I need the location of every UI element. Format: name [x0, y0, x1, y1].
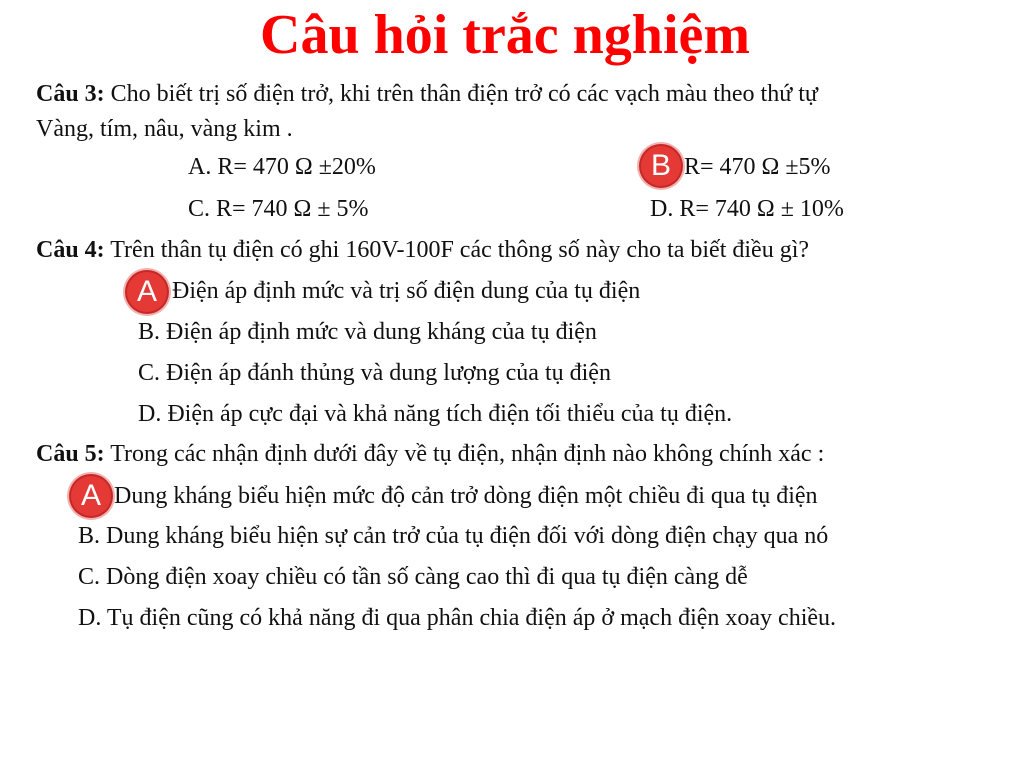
question-3-label: Câu 3: [36, 81, 105, 107]
question-3-option-c[interactable]: C. R= 740 Ω ± 5% [188, 196, 369, 222]
question-5-label: Câu 5: [36, 441, 105, 467]
question-5-option-a[interactable]: Dung kháng biểu hiện mức độ cản trở dòng điện một chiều đi qua tụ điện [114, 483, 818, 509]
question-5-text: Trong các nhận định dưới đây về tụ điện, nhận định nào không chính xác : [104, 441, 825, 467]
question-3-text: Cho biết trị số điện trở, khi trên thân điện trở có các vạch màu theo thứ tự [104, 81, 818, 107]
question-3-option-d[interactable]: D. R= 740 Ω ± 10% [650, 196, 844, 222]
question-4-option-a[interactable]: Điện áp định mức và trị số điện dung của tụ điện [172, 278, 641, 304]
question-3-option-b[interactable]: R= 470 Ω ±5% [684, 154, 831, 180]
question-3-option-a[interactable]: A. R= 470 Ω ±20% [188, 154, 376, 180]
question-4-label: Câu 4: [36, 237, 105, 263]
page-title: Câu hỏi trắc nghiệm [260, 4, 750, 66]
question-5-line [36, 439, 824, 469]
question-4-text: Trên thân tụ điện có ghi 160V-100F các thông số này cho ta biết điều gì? [104, 237, 810, 263]
question-3-line-2: Vàng, tím, nâu, vàng kim . [36, 116, 293, 142]
question-5-answer-badge: A [71, 476, 111, 516]
question-4-line [36, 235, 809, 265]
question-4-answer-badge: A [127, 272, 167, 312]
question-3-line-1 [36, 79, 818, 109]
question-4-option-b[interactable]: B. Điện áp định mức và dung kháng của tụ điện [138, 319, 597, 345]
question-5-option-d[interactable]: D. Tụ điện cũng có khả năng đi qua phân chia điện áp ở mạch điện xoay chiều. [78, 605, 837, 631]
question-3-answer-badge: B [641, 146, 681, 186]
question-5-option-b[interactable]: B. Dung kháng biểu hiện sự cản trở của tụ điện đối với dòng điện chạy qua nó [78, 523, 829, 549]
question-5-option-c[interactable]: C. Dòng điện xoay chiều có tần số càng cao thì đi qua tụ điện càng dễ [78, 564, 748, 590]
question-4-option-d[interactable]: D. Điện áp cực đại và khả năng tích điện tối thiểu của tụ điện. [138, 401, 733, 427]
question-4-option-c[interactable]: C. Điện áp đánh thủng và dung lượng của tụ điện [138, 360, 611, 386]
